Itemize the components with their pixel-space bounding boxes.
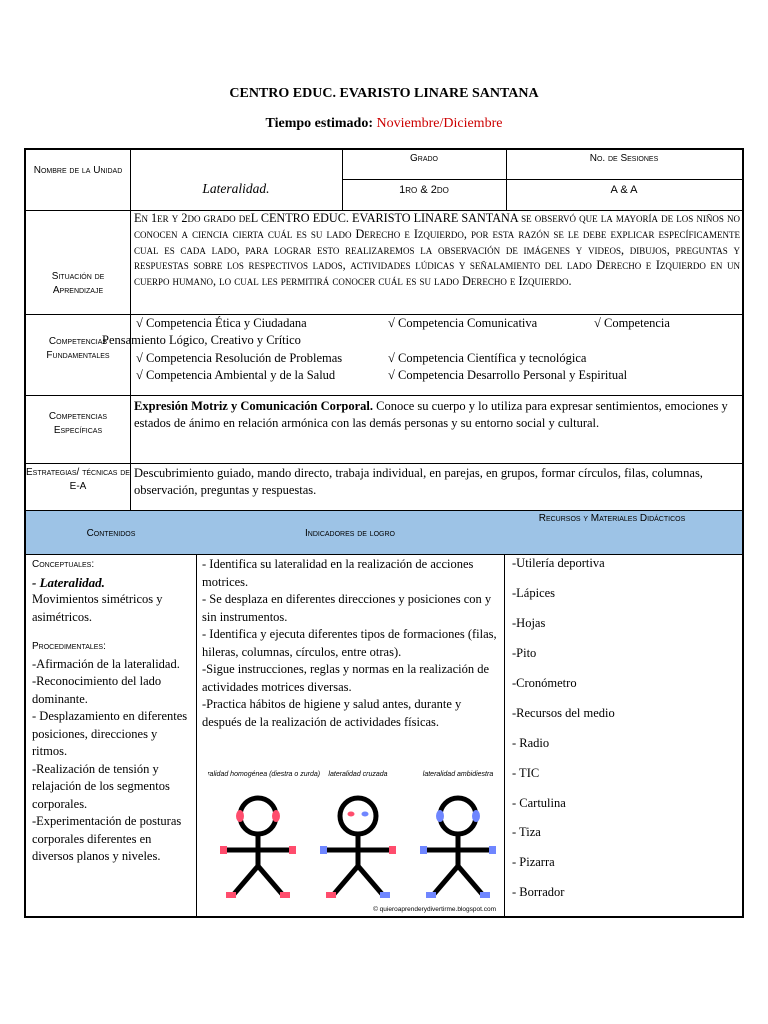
situation-label: Situación de Aprendizaje: [51, 271, 105, 296]
stick-figure-homogeneous: [220, 798, 296, 898]
indicator-item: - Identifica y ejecuta diferentes tipos de formaciones (filas, hileras, columnas, círculos, entre otras).: [202, 627, 497, 659]
time-label: Tiempo estimado:: [265, 116, 373, 131]
resource-item: - Tiza: [512, 825, 541, 839]
unit-name-label: Nombre de la Unidad: [33, 165, 123, 176]
image-credit: © quieroaprenderydivertirme.blogspot.com: [373, 906, 496, 913]
resource-item: -Lápices: [512, 586, 556, 600]
grade-value: 1ro & 2do: [399, 184, 449, 196]
caption-ambidextrous: lateralidad ambidiestra: [422, 771, 494, 778]
situation-text: En 1er y 2do grado deL CENTRO EDUC. EVARISTO LINARE SANTANA se observó que la mayoría de los niños no conocen a ciencia cierta cuál es su lado Derecho e Izquierdo, por esta razón se le debe explicar específicamente cual es cada lado, para lograr esto realizaremos la observación de imágenes y videos, dibujos, preguntas y respuestas sobre los respectivos lados, actividades lúdicas y señalamiento del lado Derecho e Izquierdo en un cuerpo humano, lo cual les permitirá conocer cuál es su lado Derecho e Izquierdo.: [134, 211, 740, 289]
resource-item: -Cronómetro: [512, 676, 577, 690]
document-title: CENTRO EDUC. EVARISTO LINARE SANTANA: [229, 86, 539, 101]
competency-item: √ Competencia Ambiental y de la Salud: [136, 368, 336, 382]
indicators-column: [202, 556, 502, 731]
resource-item: -Utilería deportiva: [512, 556, 605, 570]
fundamental-label: Competencias Fundamentales: [46, 336, 110, 361]
resource-item: -Recursos del medio: [512, 706, 615, 720]
sessions-value: A & A: [610, 184, 638, 196]
caption-crossed: lateralidad cruzada: [328, 771, 388, 778]
specific-label: Competencias Específicas: [48, 411, 108, 436]
sessions-label: No. de Sesiones: [589, 153, 659, 164]
resource-item: - Radio: [512, 736, 550, 750]
indicator-item: -Sigue instrucciones, reglas y normas en la realización de actividades motrices diversas.: [202, 662, 490, 694]
procedural-item: -Realización de tensión y relajación de los segmentos corporales.: [32, 761, 170, 811]
procedural-item: - Desplazamiento en diferentes posiciones, direcciones y ritmos.: [32, 709, 188, 758]
resource-item: -Pito: [512, 646, 537, 660]
resources-column: [504, 554, 742, 918]
indicators-header: Indicadores de logro: [304, 528, 395, 539]
conceptual-text: Movimientos simétricos y asimétricos.: [32, 592, 163, 624]
time-value: Noviembre/Diciembre: [376, 116, 503, 131]
resource-item: - Pizarra: [512, 855, 555, 869]
indicator-item: -Practica hábitos de higiene y salud antes, durante y después de la realización de actividades físicas.: [202, 697, 462, 729]
resources-header: Recursos y Materiales Didácticos: [538, 513, 686, 524]
laterality-illustration: [208, 766, 500, 914]
resource-item: - TIC: [512, 766, 540, 780]
indicator-item: - Identifica su lateralidad en la realización de acciones motrices.: [202, 557, 474, 589]
contents-column: [32, 556, 194, 866]
procedural-item: -Reconocimiento del lado dominante.: [32, 674, 162, 706]
laterality-figures: [208, 766, 500, 914]
procedural-item: -Experimentación de posturas corporales diferentes en diversos planos y niveles.: [32, 814, 182, 863]
competency-item: √ Competencia Comunicativa: [388, 316, 538, 330]
specific-text: [134, 398, 740, 432]
competency-item: Pensamiento Lógico, Creativo y Crítico: [102, 333, 301, 347]
competency-item: √ Competencia: [594, 316, 670, 330]
specific-title: Expresión Motriz y Comunicación Corporal.: [134, 399, 373, 413]
stick-figure-crossed: [320, 798, 396, 898]
strategies-label: Estrategias/ técnicas de E-A: [26, 467, 130, 492]
stick-figure-ambidextrous: [420, 798, 496, 898]
competency-item: √ Competencia Ética y Ciudadana: [136, 316, 307, 330]
competency-item: √ Competencia Resolución de Problemas: [136, 351, 343, 365]
procedural-item: -Afirmación de la lateralidad.: [32, 656, 180, 671]
resource-item: - Borrador: [512, 885, 565, 899]
caption-homogeneous: lateralidad homogénea (diestra o zurda): [208, 771, 321, 778]
conceptual-label: Conceptuales:: [32, 559, 95, 570]
unit-name-value: Lateralidad.: [202, 181, 270, 196]
contents-header: Contenidos: [86, 528, 136, 539]
competency-item: √ Competencia Científica y tecnológica: [388, 351, 587, 365]
resource-item: - Cartulina: [512, 796, 566, 810]
indicator-item: - Se desplaza en diferentes direcciones y posiciones con y sin instrumentos.: [202, 592, 492, 624]
conceptual-title: - Lateralidad.: [32, 574, 105, 590]
estimated-time: [0, 116, 768, 132]
resource-item: -Hojas: [512, 616, 546, 630]
planning-table: [24, 148, 744, 918]
grade-label: Grado: [409, 153, 438, 164]
procedural-label: Procedimentales:: [32, 641, 106, 652]
specific-body: Conoce su cuerpo y lo utiliza para expresar sentimientos, emociones y estados de ánimo en relación armónica con las demás personas y su entorno social y cultural.: [134, 399, 728, 430]
competency-item: √ Competencia Desarrollo Personal y Espiritual: [388, 368, 628, 382]
strategies-text: Descubrimiento guiado, mando directo, trabaja individual, en parejas, en grupos, formar círculos, filas, columnas, observación, preguntas y respuestas.: [134, 466, 703, 497]
